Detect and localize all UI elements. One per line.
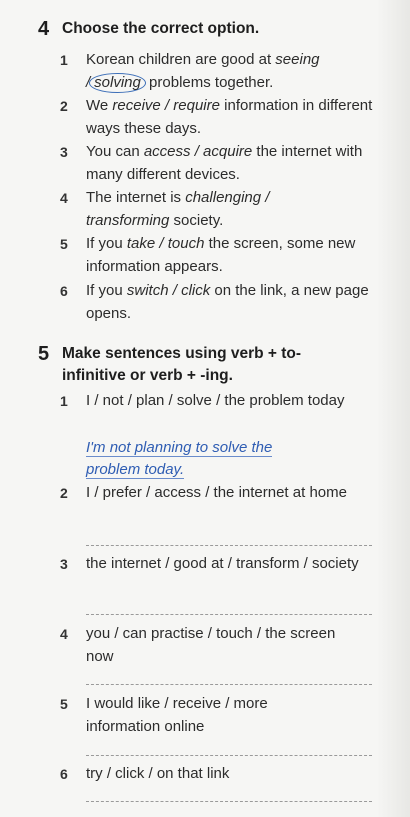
sentence-start: If you (86, 235, 127, 252)
option-2[interactable]: click (181, 282, 211, 299)
sentence-end: the screen, some new information appears. (86, 235, 356, 275)
sentence-start: We (86, 97, 113, 114)
exercise-5-item-6 (60, 763, 380, 786)
answer-line-1: I'm not planning to solve the (86, 439, 273, 456)
option-2[interactable]: touch (167, 235, 205, 252)
exercise-title: Choose the correct option. (62, 20, 260, 37)
exercise-number: 5 (38, 343, 50, 365)
option-separator: / (86, 73, 91, 91)
option-2[interactable]: transforming (86, 211, 170, 229)
option-1[interactable]: access (143, 143, 191, 160)
answer-writing-line[interactable] (86, 545, 372, 546)
answer-writing-line[interactable] (86, 614, 372, 615)
sentence-start: You can (86, 143, 144, 160)
item-sentence (86, 141, 380, 186)
sentence-start: The internet is (86, 189, 186, 206)
item-sentence (86, 187, 380, 232)
answer-writing-line[interactable] (86, 755, 372, 756)
item-number: 6 (60, 283, 68, 299)
item-sentence (86, 280, 380, 325)
option-separator: / (190, 143, 204, 160)
item-sentence (86, 233, 380, 278)
item-prompt: I / prefer / access / the internet at home (86, 484, 347, 501)
item-prompt: I would like / receive / more information online (86, 695, 268, 735)
answer-writing-line[interactable] (86, 801, 372, 802)
item-sentence (86, 95, 380, 140)
exercise-4-item-2 (60, 95, 380, 140)
item-number: 4 (60, 626, 68, 642)
item-number: 3 (60, 144, 68, 160)
exercise-4-item-6 (60, 280, 380, 325)
option-2-circled-answer[interactable]: solving (89, 73, 146, 93)
option-1[interactable]: challenging (185, 189, 262, 206)
exercise-number: 4 (38, 18, 50, 40)
item-prompt: I / not / plan / solve / the problem today (86, 392, 345, 409)
exercise-5-item-5 (60, 693, 380, 738)
exercise-4-item-1 (60, 49, 380, 94)
answer-writing-line[interactable] (86, 684, 372, 685)
item-number: 2 (60, 98, 68, 114)
exercise-5-item-2 (60, 482, 380, 505)
item-number: 5 (60, 236, 68, 252)
sentence-end: society. (169, 211, 224, 229)
exercise-4-item-5 (60, 233, 380, 278)
exercise-5-item-4 (60, 623, 380, 668)
item-prompt: you / can practise / touch / the screen now (86, 625, 336, 665)
option-separator: / (168, 282, 182, 299)
item-prompt: try / click / on that link (86, 765, 230, 782)
item-number: 4 (60, 190, 68, 206)
option-1[interactable]: seeing (275, 51, 320, 68)
item-number: 6 (60, 766, 68, 782)
exercise-title-line-2: infinitive or verb + -ing. (62, 367, 233, 384)
item-number: 1 (60, 393, 68, 409)
item-number: 1 (60, 52, 68, 68)
item-prompt: the internet / good at / transform / society (86, 555, 359, 572)
exercise-4-heading (38, 18, 259, 40)
answer-line-2: problem today. (86, 461, 185, 478)
exercise-4-item-3 (60, 141, 380, 186)
sentence-end: problems together. (144, 73, 274, 91)
exercise-5-item-3 (60, 553, 380, 576)
sentence-start: If you (86, 282, 127, 299)
page-edge-shadow (376, 0, 410, 817)
option-2[interactable]: require (173, 97, 220, 114)
option-separator: / (155, 235, 168, 252)
sentence-end: on the link, a new page opens. (86, 282, 369, 322)
exercise-title (62, 343, 301, 387)
sentence-start: Korean children are good at (86, 51, 276, 68)
item-sentence (86, 49, 380, 94)
option-2[interactable]: acquire (203, 143, 253, 160)
option-1[interactable]: receive (112, 97, 161, 114)
item-number: 5 (60, 696, 68, 712)
exercise-title-line-1: Make sentences using verb + to- (62, 345, 302, 362)
item-number: 3 (60, 556, 68, 572)
option-separator: / (160, 97, 174, 114)
sentence-end: information in different ways these days. (86, 97, 373, 137)
exercise-5-heading (38, 343, 301, 387)
option-1[interactable]: take (126, 235, 156, 252)
option-separator: / (261, 189, 270, 206)
handwritten-answer[interactable] (86, 437, 326, 481)
item-number: 2 (60, 485, 68, 501)
exercise-4-item-4 (60, 187, 380, 232)
exercise-5-item-1 (60, 390, 380, 413)
option-1[interactable]: switch (126, 282, 169, 299)
sentence-end: the internet with many different devices. (86, 143, 363, 183)
